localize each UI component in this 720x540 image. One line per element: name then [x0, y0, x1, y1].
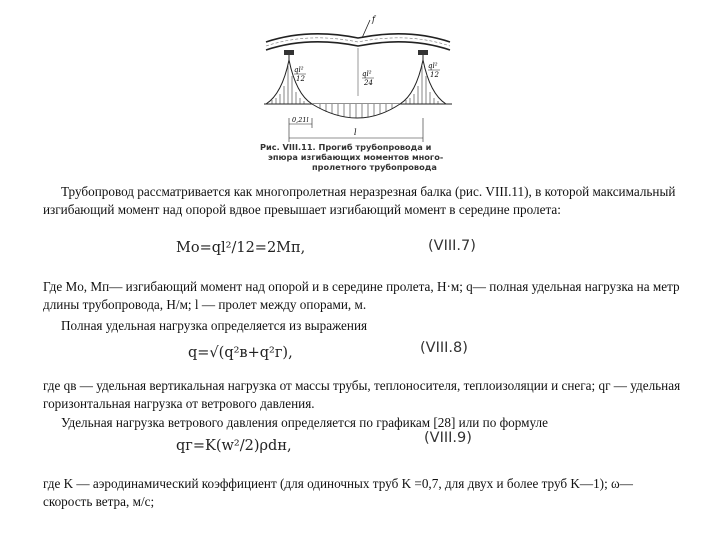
figure-caption: [258, 142, 458, 172]
equation-number-viii-8: (VIII.8): [420, 340, 468, 356]
paragraph-2-text: Где Mо, Mп— изгибающий момент над опорой и в середине пролета, Н·м; q— полная удельная нагрузка на метр длины трубопровода, Н/м; l — пролет между опорами, м.: [43, 279, 680, 312]
equation-viii-9: qг=K(w²/2)ρdн,: [176, 438, 292, 454]
paragraph-2: [43, 278, 683, 313]
caption-line-1: Рис. VIII.11. Прогиб трубопровода и: [260, 142, 432, 152]
paragraph-3-text: Полная удельная нагрузка определяется из выражения: [61, 318, 368, 333]
bending-moment-diagram: [258, 14, 458, 144]
paragraph-1: [43, 183, 683, 218]
paragraph-5-text: Удельная нагрузка ветрового давления определяется по графикам [28] или по формуле: [61, 415, 548, 430]
moment-label-left-num: ql²: [294, 66, 304, 74]
equation-number-viii-9: (VIII.9): [424, 430, 472, 446]
paragraph-4-text: где qв — удельная вертикальная нагрузка от массы трубы, теплоносителя, теплоизоляции и снега; qг — удельная горизонтальная нагрузка от ветрового давления.: [43, 378, 681, 411]
paragraph-3: [43, 317, 683, 335]
moment-label-mid-num: ql²: [362, 70, 372, 78]
moment-label-right-den: 12: [430, 71, 439, 79]
deflection-label: f: [372, 15, 375, 24]
paragraph-4: [43, 377, 683, 412]
moment-label-right-num: ql²: [428, 62, 438, 70]
equation-viii-7: Mо=ql²/12=2Mп,: [176, 240, 306, 256]
dimension-label-small: 0,21l: [292, 116, 309, 124]
pipeline-deflection-figure: [258, 14, 458, 184]
moment-label-mid-den: 24: [364, 79, 373, 87]
paragraph-1-text: Трубопровод рассматривается как многопролетная неразрезная балка (рис. VIII.11), в которой максимальный изгибающий момент над опорой вдвое превышает изгибающий момент в середине пролета:: [43, 184, 676, 217]
caption-line-3: пролетного трубопровода: [312, 162, 437, 172]
paragraph-6-text: где K — аэродинамический коэффициент (для одиночных труб K =0,7, для двух и более труб K—1); ω— скорость ветра, м/с;: [43, 476, 633, 509]
equation-number-viii-7: (VIII.7): [428, 238, 476, 254]
moment-label-left-den: 12: [296, 75, 305, 83]
equation-viii-8: q=√(q²в+q²г),: [188, 345, 293, 361]
paragraph-5: [43, 414, 683, 432]
caption-line-2: эпюра изгибающих моментов много-: [268, 152, 444, 162]
paragraph-6: [43, 475, 683, 510]
dimension-label-span: l: [354, 128, 357, 137]
